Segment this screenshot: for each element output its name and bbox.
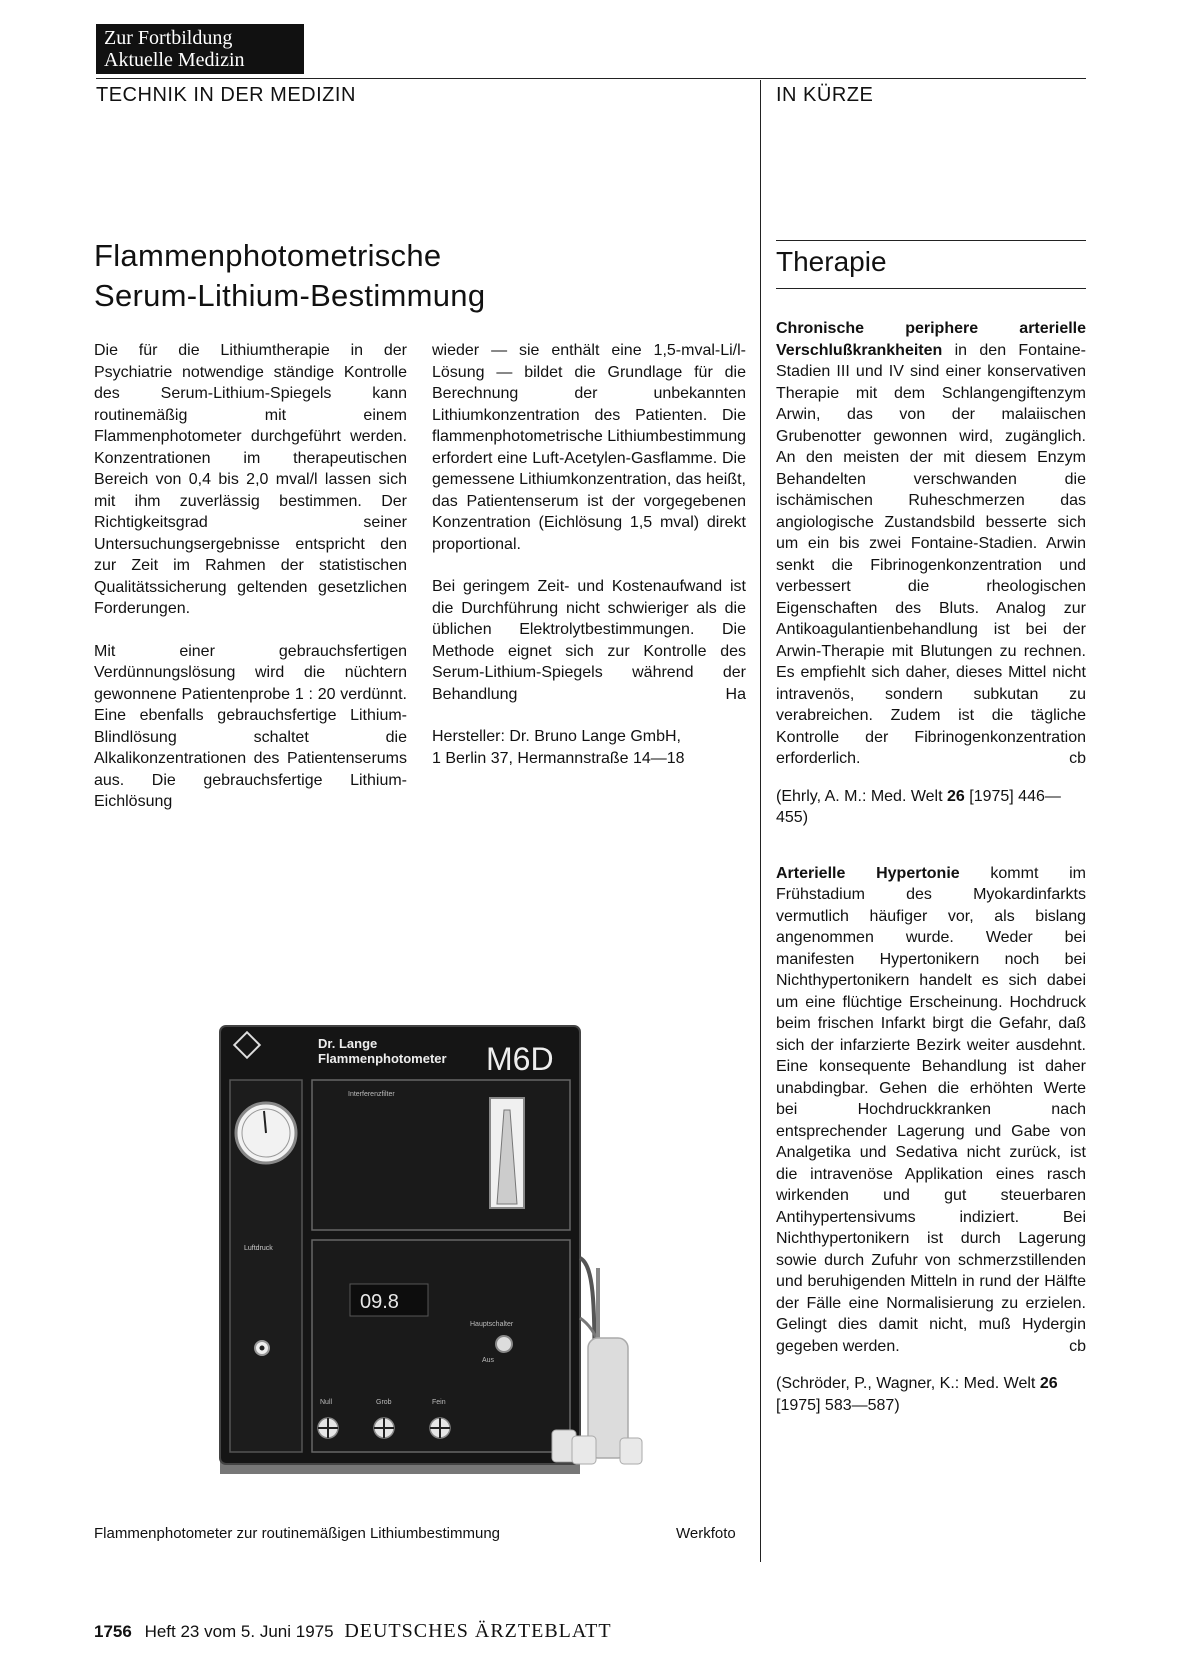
issue-info: Heft 23 vom 5. Juni 1975 xyxy=(144,1622,334,1641)
sidebar-rule-top xyxy=(776,240,1086,241)
device-brand-line-1: Dr. Lange xyxy=(318,1036,378,1051)
knob-null-icon xyxy=(318,1418,338,1438)
reference-1-pages: [1975] 446—455) xyxy=(776,787,1061,826)
knob-fein-label: Fein xyxy=(432,1399,446,1406)
reference-2-pages: [1975] 583—587) xyxy=(776,1396,900,1414)
reference-1-volume: 26 xyxy=(947,787,965,805)
sidebar-item-2-heading: Arterielle Hypertonie xyxy=(776,864,960,882)
article-paragraph-4 xyxy=(432,576,746,705)
display-readout: 09.8 xyxy=(360,1291,399,1313)
article-title xyxy=(94,236,734,316)
header-rule-right xyxy=(766,78,1086,79)
column-divider xyxy=(760,80,761,1562)
luftdruck-label: Luftdruck xyxy=(244,1245,273,1252)
journal-name: DEUTSCHES ÄRZTEBLATT xyxy=(344,1620,612,1642)
reference-2-volume: 26 xyxy=(1039,1375,1058,1392)
photo-caption: Flammenphotometer zur routinemäßigen Lithiumbestimmung xyxy=(94,1525,501,1542)
article-title-line-2: Serum-Lithium-Bestimmung xyxy=(94,278,486,313)
reference-2-authors: (Schröder, P., Wagner, K.: Med. Welt xyxy=(776,1375,1040,1392)
main-switch-label: Hauptschalter xyxy=(470,1321,514,1328)
manufacturer-line-2: 1 Berlin 37, Hermannstraße 14—18 xyxy=(432,749,685,767)
filter-label: Interferenzfilter xyxy=(348,1091,395,1098)
author-signature-cb-2: cb xyxy=(1069,1337,1086,1355)
knob-fein-icon xyxy=(430,1418,450,1438)
main-switch-icon xyxy=(496,1336,512,1352)
sidebar-item-1 xyxy=(776,318,1086,770)
manufacturer-line-1: Hersteller: Dr. Bruno Lange GmbH, xyxy=(432,728,681,745)
sidebar-content xyxy=(776,318,1086,1416)
sidebar-item-2-text: kommt im Frühstadium des Myokardinfarkts vermutlich häufiger vor, als bislang angenommen wurde. Weder bei manifesten Hypertonikern noch bei Nichthypertonikern handelt es sich dabei um eine flüchtige Erscheinung. Hochdruck beim frischen Infarkt birgt die Gefahr, daß sich der infarzierte Bezirk weiter ausdehnt. Eine konsequente Behandlung ist daher unabdingbar. Gehen die erhöhten Werte bei Hochdruckkranken nach entsprechender Lagerung und Gabe von Analgetika und Sedativa nicht zurück, ist die intravenöse Applikation eines rasch wirkenden und gut steuerbaren Antihypertensivums indiziert. Bei Nichthypertonikern ist durch Lagerung sowie durch Zufuhr von schmerzstillenden und beruhigenden Mitteln in rund der Hälfte der Fälle eine Normalisierung zu erzielen. Gelingt dies damit nicht, muß Hydergin gegeben werden. xyxy=(776,864,1086,1355)
author-signature-cb-1: cb xyxy=(1069,750,1086,767)
switch-off-label: Aus xyxy=(482,1357,495,1364)
reference-1-authors: (Ehrly, A. M.: Med. Welt xyxy=(776,787,947,805)
manufacturer-info xyxy=(432,726,746,769)
vial xyxy=(620,1438,642,1464)
knob-null-label: Null xyxy=(320,1399,333,1406)
page-footer xyxy=(94,1620,612,1643)
sidebar-rule-bottom xyxy=(776,288,1086,289)
sidebar-reference-2 xyxy=(776,1373,1086,1416)
article-paragraph-4-text: Bei geringem Zeit- und Kostenaufwand ist die Durchführung nicht schwieriger als die üblichen Elektrolytbestimmungen. Die Methode eignet sich zur Kontrolle des Serum-Lithium-Spiegels während der Behandlung xyxy=(432,578,746,703)
sidebar-title: Therapie xyxy=(776,246,887,277)
article-column-1 xyxy=(94,340,407,813)
badge-line-2: Aktuelle Medizin xyxy=(104,49,245,71)
device-photo xyxy=(200,1018,730,1518)
article-paragraph-3: wieder — sie enthält eine 1,5-mval-Li/l-Lösung — bildet die Grundlage für die Berechnung der unbekannten Lithiumkonzentration des Patienten. Die flammenphotometrische Lithiumbestimmung erfordert eine Luft-Acetylen-Gasflamme. Die gemessene Lithiumkonzentration, das heißt, das Patientenserum ist der vorgegebenen Konzentration (Eichlösung 1,5 mval) direkt proportional. xyxy=(432,342,746,553)
section-badge xyxy=(96,24,304,74)
article-paragraph-1: Die für die Lithiumtherapie in der Psychiatrie notwendige ständige Kontrolle des Serum-Lithium-Spiegels kann routinemäßig mit einem Flammenphotometer durchgeführt werden. Konzentrationen im therapeutischen Bereich von 0,4 bis 2,0 mval/l lassen sich mit ihm zuverlässig bestimmen. Der Richtigkeitsgrad seiner Untersuchungsergebnisse entspricht den zur Zeit im Rahmen der statistischen Qualitätssicherung geltenden gesetzlichen Forderungen. xyxy=(94,342,407,617)
section-label-technik: TECHNIK IN DER MEDIZIN xyxy=(96,84,356,106)
sidebar-item-1-heading: Chronische periphere arterielle Verschlußkrankheiten xyxy=(776,320,1086,359)
article-paragraph-2: Mit einer gebrauchsfertigen Verdünnungslösung wird die nüchtern gewonnene Patientenprobe 1 : 20 verdünnt. Eine ebenfalls gebrauchsfertige Lithium-Blindlösung schaltet die Alkalikonzentrationen des Patientenserums aus. Die gebrauchsfertige Lithium-Eichlösung xyxy=(94,642,407,810)
bottle-pipette xyxy=(596,1268,600,1348)
vial xyxy=(572,1436,596,1464)
article-title-line-1: Flammenphotometrische xyxy=(94,238,442,273)
page-number: 1756 xyxy=(94,1622,132,1641)
device-model: M6D xyxy=(486,1041,554,1077)
article-column-2 xyxy=(432,340,746,769)
device-brand-line-2: Flammenphotometer xyxy=(318,1051,447,1066)
badge-line-1: Zur Fortbildung xyxy=(104,27,233,49)
sidebar-item-2 xyxy=(776,863,1086,1358)
knob-grob-icon xyxy=(374,1418,394,1438)
filter-panel xyxy=(312,1080,570,1230)
author-signature-ha: Ha xyxy=(725,685,746,703)
section-label-in-kuerze: IN KÜRZE xyxy=(776,84,874,106)
sidebar-reference-1 xyxy=(776,786,1086,829)
knob-grob-label: Grob xyxy=(376,1399,392,1406)
header-rule-left xyxy=(96,78,766,79)
photo-credit: Werkfoto xyxy=(676,1525,736,1542)
sidebar-item-1-text: in den Fontaine-Stadien III und IV sind einer konservativen Therapie mit dem Schlangengiftenzym Arwin, das von der malaiischen Grubenotter gewonnen wird, zugänglich. An den meisten der mit diesem Enzym Behandelten verschwanden die ischämischen Ruheschmerzen das angiologische Zustandsbild besserte sich um ein bis zwei Fontaine-Stadien. Arwin senkt die Fibrinogenkonzentration und verbessert die rheologischen Eigenschaften des Bluts. Analog zur Antikoagulantienbehandlung ist bei der Arwin-Therapie mit Blutungen zu rechnen. Es empfiehlt sich daher, dieses Mittel nicht intravenös, sondern subkutan zu verabreichen. Zudem ist die tägliche Kontrolle der Fibrinogenkonzentration erforderlich. xyxy=(776,341,1086,767)
